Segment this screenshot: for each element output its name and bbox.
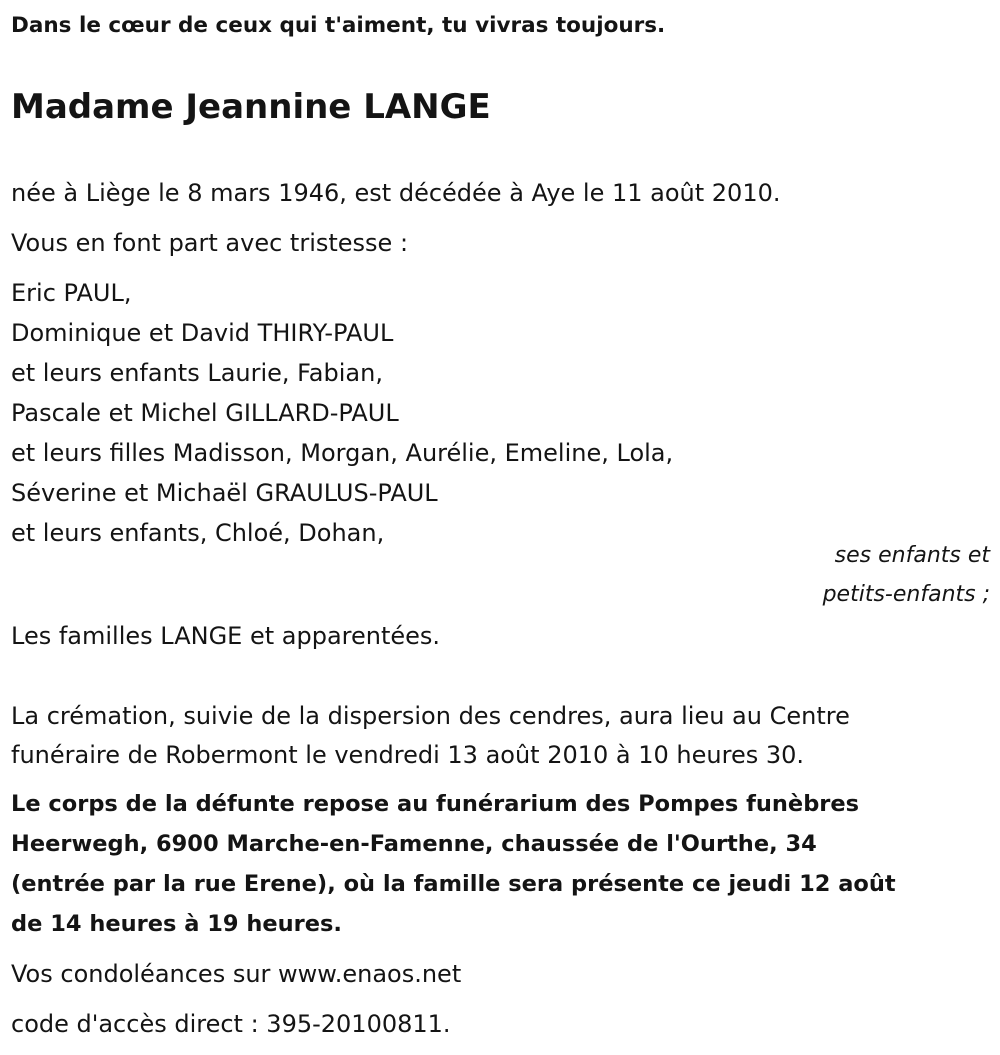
cremation-line: funéraire de Robermont le vendredi 13 août 2010 à 10 heures 30. [11,741,805,769]
condolences-line: Vos condoléances sur www.enaos.net [11,960,462,988]
announcement-line: Vous en font part avec tristesse : [11,229,409,257]
repose-line: Le corps de la défunte repose au funérarium des Pompes funèbres [11,791,860,817]
family-line: Dominique et David THIRY-PAUL [11,319,394,347]
epigraph: Dans le cœur de ceux qui t'aiment, tu vivras toujours. [11,13,666,38]
family-role-line: petits-enfants ; [822,582,990,607]
repose-line: (entrée par la rue Erene), où la famille sera présente ce jeudi 12 août [11,871,896,897]
repose-line: de 14 heures à 19 heures. [11,911,342,937]
relatives-line: Les familles LANGE et apparentées. [11,622,441,650]
family-line: et leurs enfants Laurie, Fabian, [11,359,383,387]
family-role-line: ses enfants et [834,543,990,568]
deceased-name: Madame Jeannine LANGE [11,87,491,127]
family-line: Eric PAUL, [11,279,132,307]
cremation-line: La crémation, suivie de la dispersion des cendres, aura lieu au Centre [11,702,850,730]
family-line: Séverine et Michaël GRAULUS-PAUL [11,479,438,507]
family-line: et leurs enfants, Chloé, Dohan, [11,519,385,547]
access-code-line: code d'accès direct : 395-20100811. [11,1010,451,1038]
repose-line: Heerwegh, 6900 Marche-en-Famenne, chaussée de l'Ourthe, 34 [11,831,817,857]
family-line: Pascale et Michel GILLARD-PAUL [11,399,399,427]
family-line: et leurs filles Madisson, Morgan, Aurélie, Emeline, Lola, [11,439,674,467]
birth-death-line: née à Liège le 8 mars 1946, est décédée à Aye le 11 août 2010. [11,179,781,207]
